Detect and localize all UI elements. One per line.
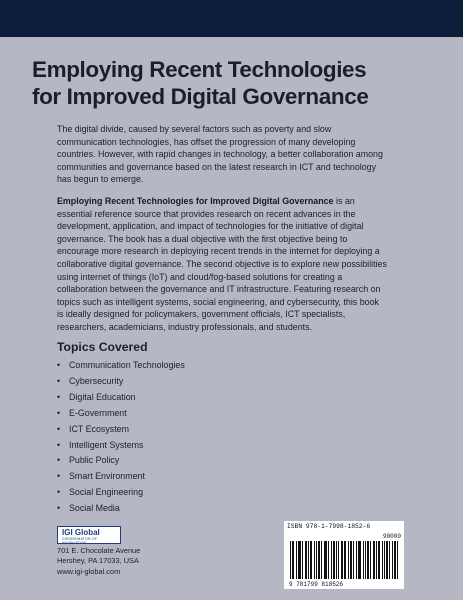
- bullet-icon: •: [57, 375, 61, 386]
- list-item: [57, 390, 185, 406]
- topic-label: E-Government: [69, 407, 127, 418]
- book-title-line-1: Employing Recent Technologies: [32, 57, 367, 82]
- bullet-icon: •: [57, 487, 61, 498]
- top-band: [0, 0, 463, 37]
- description-body: is an essential reference source that provides research on recent advances in the development, application, and impact of technologies for the initiative of digital governance. The book has a dual objective with the first objective being to encourage more research in deploying recent trends in the internet for deploying a collaborative digital governance. The second objective is to explore new possibilities using internet of things (IoT) and cloud/fog-based solutions for creating a collaboration between the governance and IT infrastructure. Featuring research on topics such as intelligent systems, social engineering, and cybersecurity, this book is ideally designed for policymakers, government officials, ICT specialists, researchers, academicians, industry professionals, and students.: [57, 196, 387, 332]
- list-item: [57, 358, 185, 374]
- list-item: [57, 453, 185, 469]
- topic-label: Smart Environment: [69, 471, 145, 482]
- bullet-icon: •: [57, 455, 61, 466]
- list-item: [57, 501, 185, 517]
- bullet-icon: •: [57, 439, 61, 450]
- publisher-logo-tagline: DISSEMINATOR OF KNOWLEDGE: [62, 537, 98, 545]
- list-item: [57, 422, 185, 438]
- isbn-label: ISBN 978-1-7998-1852-6: [287, 523, 371, 530]
- barcode-bars-icon: [290, 541, 398, 579]
- bullet-icon: •: [57, 407, 61, 418]
- list-item: [57, 406, 185, 422]
- topic-label: ICT Ecosystem: [69, 423, 130, 434]
- topic-label: Cybersecurity: [69, 375, 124, 386]
- description-paragraph: [57, 195, 387, 334]
- barcode-number: 9 781799 818526: [289, 581, 344, 588]
- bullet-icon: •: [57, 471, 61, 482]
- list-item: [57, 374, 185, 390]
- list-item: [57, 438, 185, 454]
- address-line-2: Hershey, PA 17033, USA: [57, 556, 139, 566]
- topics-list: [57, 358, 185, 517]
- bullet-icon: •: [57, 360, 61, 370]
- isbn-barcode: [284, 521, 404, 589]
- publisher-website: www.igi-global.com: [57, 566, 121, 576]
- bullet-icon: •: [57, 391, 61, 402]
- topic-label: Social Engineering: [69, 487, 144, 498]
- publisher-logo: [57, 526, 121, 544]
- topic-label: Digital Education: [69, 391, 136, 402]
- book-title-line-2: for Improved Digital Governance: [32, 84, 369, 109]
- intro-paragraph: The digital divide, caused by several factors such as poverty and slow communication technologies, has offset the progression of many developing countries. However, with rapid changes in technology, a better collaboration among communities and governance based on the latest research in ICT and technology has begun to emerge.: [57, 124, 383, 185]
- publisher-address: [57, 546, 140, 577]
- list-item: [57, 485, 185, 501]
- bullet-icon: •: [57, 503, 61, 514]
- description-bold-title: Employing Recent Technologies for Improved Digital Governance: [57, 196, 334, 206]
- topic-label: Public Policy: [69, 455, 120, 466]
- price-code: 90000: [382, 533, 401, 540]
- topic-label: Intelligent Systems: [69, 439, 144, 450]
- topic-label: Social Media: [69, 503, 120, 514]
- bullet-icon: •: [57, 423, 61, 434]
- topic-label: Communication Technologies: [69, 360, 185, 370]
- publisher-logo-text: IGI Global: [62, 528, 100, 537]
- address-line-1: 701 E. Chocolate Avenue: [57, 546, 141, 555]
- list-item: [57, 469, 185, 485]
- book-title: [32, 56, 442, 110]
- topics-heading: Topics Covered: [57, 340, 148, 354]
